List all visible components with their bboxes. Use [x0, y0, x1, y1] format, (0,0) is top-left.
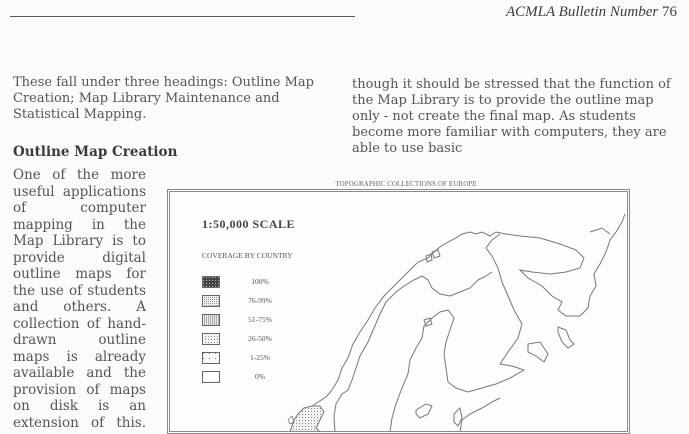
- swatch-sparse-dots-icon: [202, 352, 220, 364]
- text-line: extension of this.: [13, 414, 146, 431]
- legend-item: [202, 272, 280, 291]
- swatch-blank-icon: [202, 371, 220, 383]
- figure-title: TOPOGRAPHIC COLLECTIONS OF EUROPE: [335, 180, 477, 188]
- legend-label: 100%: [251, 277, 269, 286]
- text-line: drawn outline: [13, 332, 146, 348]
- right-intro-paragraph: though it should be stressed that the function of the Map Library is to provide the outline map only - not create the final map. As students become more familiar with computers, they are able to use basic: [352, 77, 671, 156]
- text-line: useful applications: [13, 183, 146, 200]
- running-head: [506, 4, 677, 21]
- header-rule: [10, 16, 355, 17]
- swatch-medium-dots-icon: [202, 333, 220, 345]
- legend-label: 26-50%: [248, 334, 272, 343]
- text-line: One of the more: [13, 167, 146, 183]
- narrow-column-paragraph: [13, 167, 146, 431]
- swatch-dense-dark-icon: [202, 276, 220, 288]
- text-line: provide digital: [13, 249, 146, 266]
- left-intro-paragraph: These fall under three headings: Outline Map Creation; Map Library Maintenance and Statistical Mapping.: [13, 75, 315, 122]
- section-heading: Outline Map Creation: [13, 144, 178, 160]
- text-line: provision of maps: [13, 381, 146, 398]
- map-legend: [202, 272, 280, 386]
- map-figure: [167, 189, 630, 434]
- legend-item: [202, 329, 280, 348]
- legend-label: 51-75%: [248, 315, 272, 324]
- text-line: outline maps for: [13, 266, 146, 282]
- legend-title: COVERAGE BY COUNTRY: [202, 251, 293, 260]
- legend-item: [202, 348, 280, 367]
- page-number: 76: [662, 4, 677, 20]
- legend-label: 1-25%: [250, 353, 270, 362]
- legend-item: [202, 291, 280, 310]
- text-line: available and the: [13, 365, 146, 381]
- text-line: collection of hand-: [13, 315, 146, 332]
- text-line: the use of students: [13, 282, 146, 299]
- legend-item: [202, 367, 280, 386]
- running-head-title: ACMLA Bulletin Number: [506, 4, 659, 20]
- text-line: mapping in the: [13, 216, 146, 233]
- legend-item: [202, 310, 280, 329]
- swatch-vertical-stipple-icon: [202, 314, 220, 326]
- legend-label: 0%: [255, 372, 265, 381]
- text-line: on disk is an: [13, 398, 146, 414]
- text-line: maps is already: [13, 348, 146, 365]
- text-line: and others. A: [13, 299, 146, 315]
- text-line: Map Library is to: [13, 233, 146, 249]
- legend-label: 76-99%: [248, 296, 272, 305]
- text-line: of computer: [13, 200, 146, 216]
- swatch-fine-stipple-icon: [202, 295, 220, 307]
- map-scale-label: 1:50,000 SCALE: [202, 217, 296, 231]
